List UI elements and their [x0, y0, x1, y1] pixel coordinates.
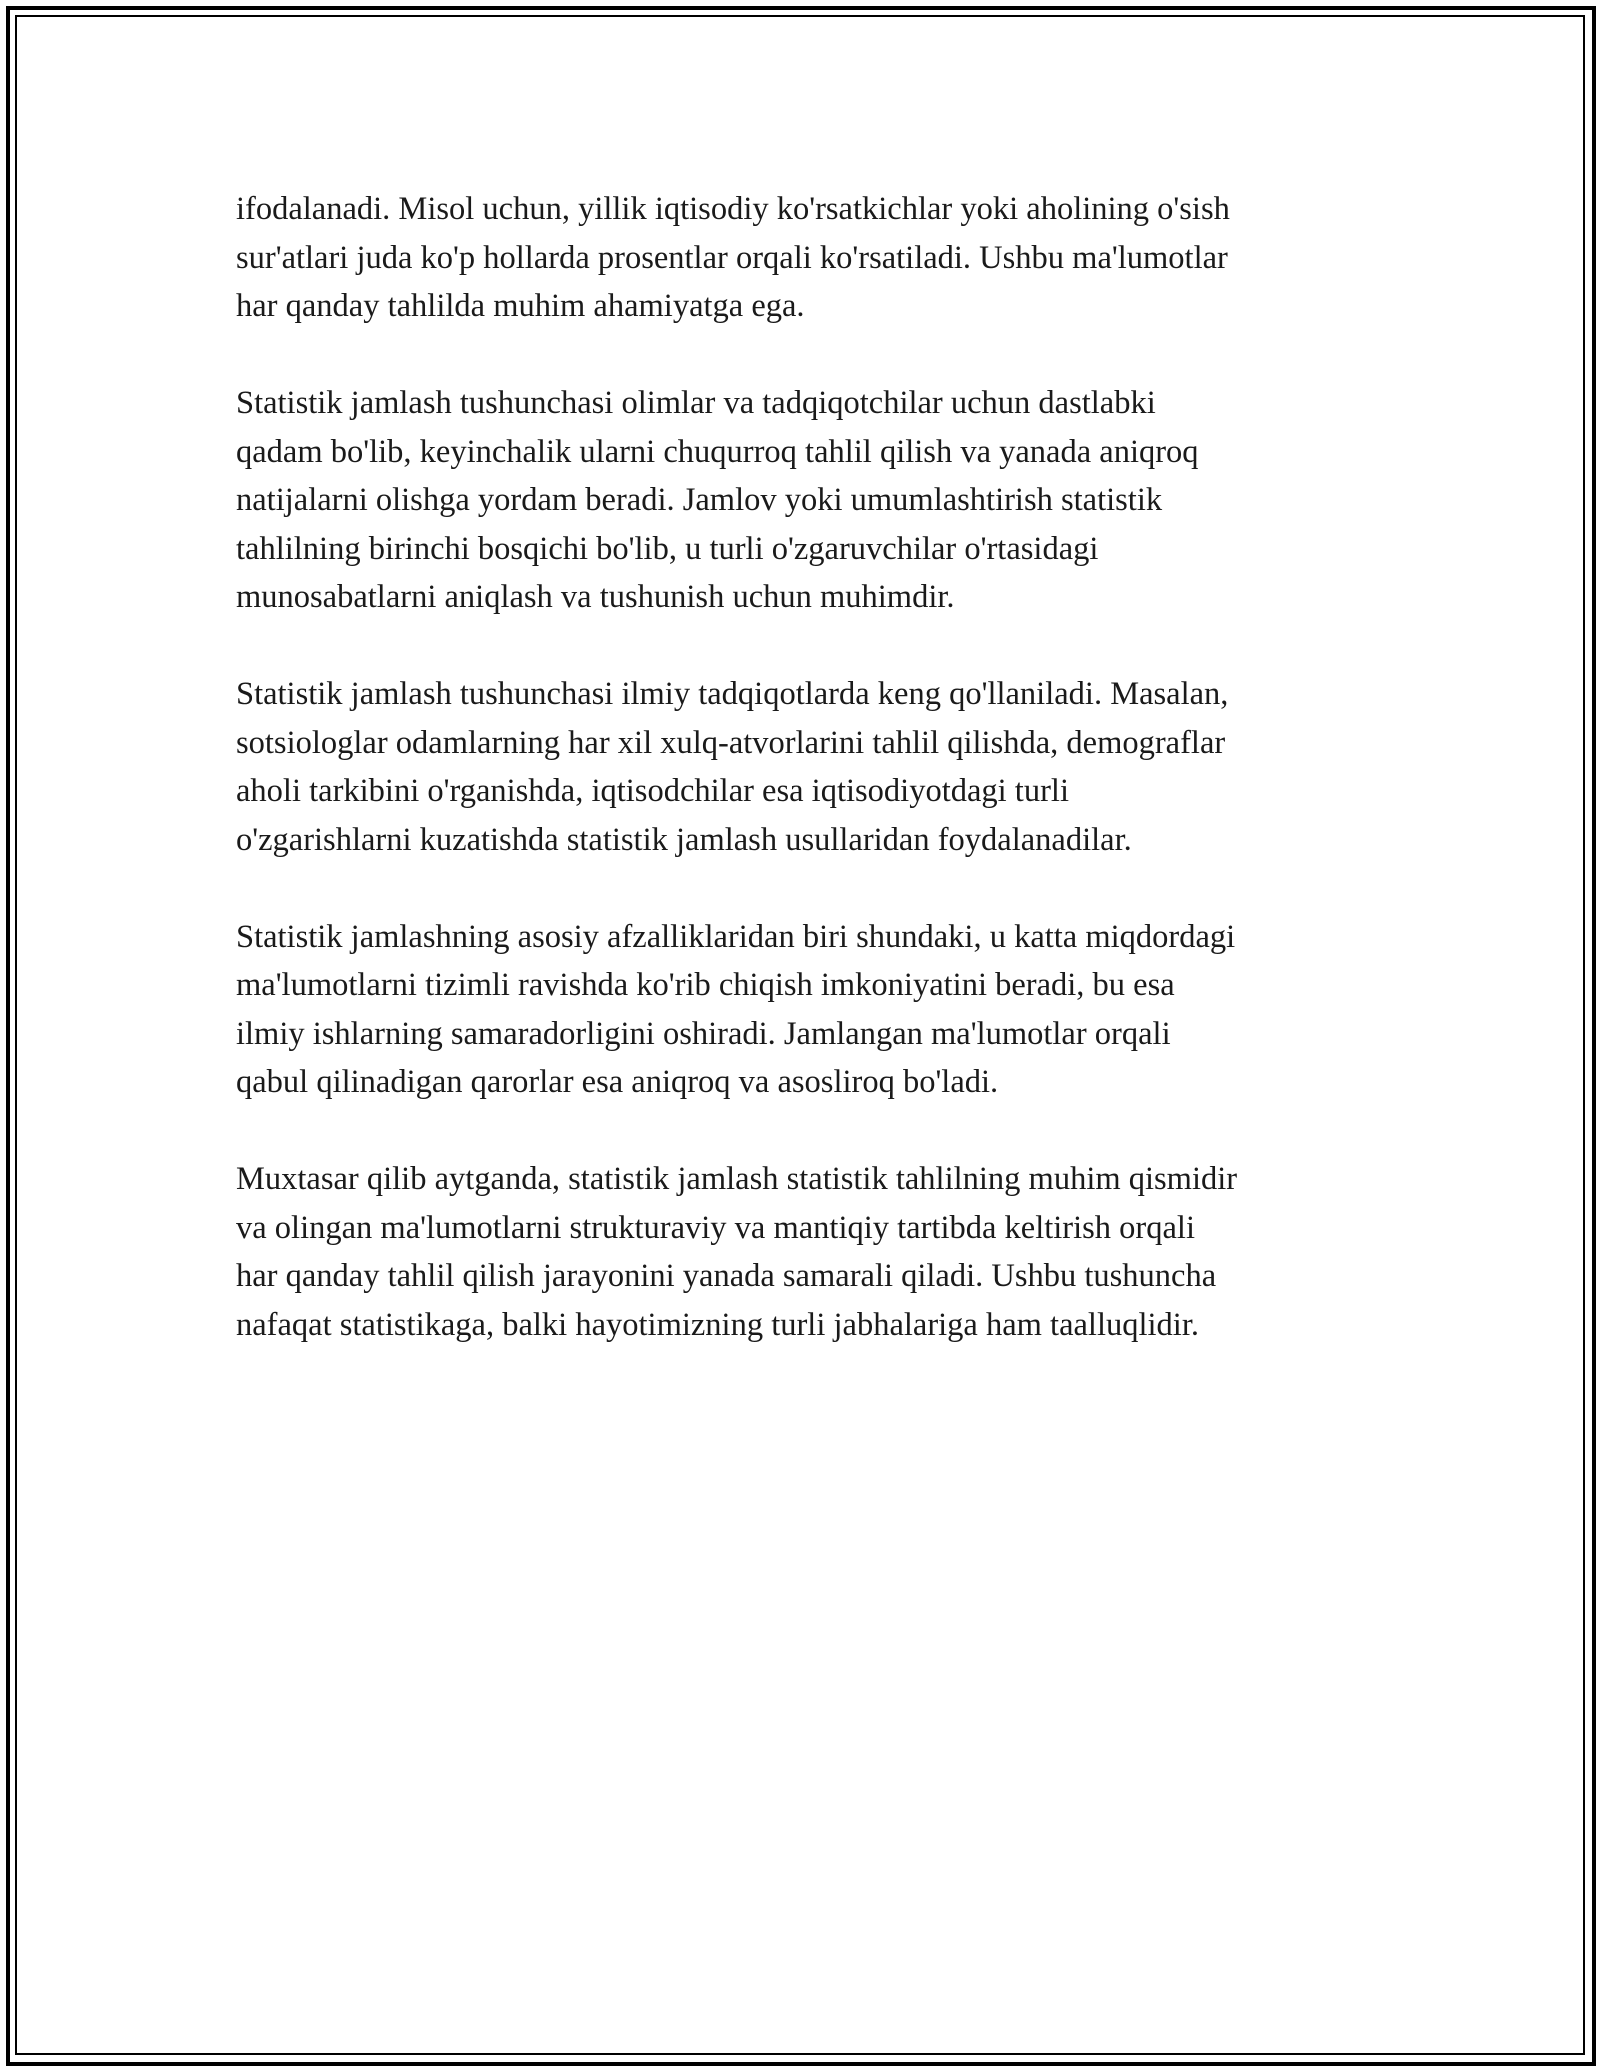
text-line: sotsiologlar odamlarning har xil xulq-atvorlarini tahlil qilishda, demograflar [236, 724, 1226, 761]
paragraph-3 [236, 670, 1376, 864]
paragraph-5 [236, 1155, 1376, 1349]
text-line: qabul qilinadigan qarorlar esa aniqroq va asosliroq bo'ladi. [236, 1064, 999, 1100]
text-line: aholi tarkibini o'rganishda, iqtisodchilar esa iqtisodiyotdagi turli [236, 773, 1069, 809]
text-line: Statistik jamlash tushunchasi olimlar va tadqiqotchilar uchun dastlabki [236, 385, 1156, 421]
text-line: ifodalanadi. Misol uchun, yillik iqtisodiy ko'rsatkichlar yoki aholining o'sish [236, 191, 1230, 227]
paragraph-2 [236, 379, 1376, 622]
document-body [236, 185, 1376, 1398]
text-line: Statistik jamlash tushunchasi ilmiy tadqiqotlarda keng qo'llaniladi. Masalan, [236, 676, 1229, 712]
text-line: Muxtasar qilib aytganda, statistik jamlash statistik tahlilning muhim qismidir [236, 1161, 1238, 1197]
text-line: Statistik jamlashning asosiy afzalliklaridan biri shundaki, u katta miqdordagi [236, 918, 1236, 955]
text-line: qadam bo'lib, keyinchalik ularni chuqurroq tahlil qilish va yanada aniqroq [236, 433, 1199, 470]
text-line: sur'atlari juda ko'p hollarda prosentlar orqali ko'rsatiladi. Ushbu ma'lumotlar [236, 239, 1228, 276]
text-line: tahlilning birinchi bosqichi bo'lib, u turli o'zgaruvchilar o'rtasidagi [236, 530, 1099, 567]
text-line: munosabatlarni aniqlash va tushunish uchun muhimdir. [236, 579, 955, 615]
text-line: o'zgarishlarni kuzatishda statistik jamlash usullaridan foydalanadilar. [236, 821, 1132, 858]
text-line: va olingan ma'lumotlarni strukturaviy va mantiqiy tartibda keltirish orqali [236, 1209, 1195, 1246]
text-line: nafaqat statistikaga, balki hayotimizning turli jabhalariga ham taalluqlidir. [236, 1306, 1199, 1343]
text-line: natijalarni olishga yordam beradi. Jamlov yoki umumlashtirish statistik [236, 482, 1163, 518]
paragraph-4 [236, 913, 1376, 1107]
text-line: ilmiy ishlarning samaradorligini oshiradi. Jamlangan ma'lumotlar orqali [236, 1015, 1171, 1052]
text-line: har qanday tahlil qilish jarayonini yanada samarali qiladi. Ushbu tushuncha [236, 1258, 1217, 1294]
paragraph-1 [236, 185, 1376, 331]
text-line: ma'lumotlarni tizimli ravishda ko'rib chiqish imkoniyatini beradi, bu esa [236, 967, 1175, 1003]
text-line: har qanday tahlilda muhim ahamiyatga ega. [236, 288, 805, 324]
